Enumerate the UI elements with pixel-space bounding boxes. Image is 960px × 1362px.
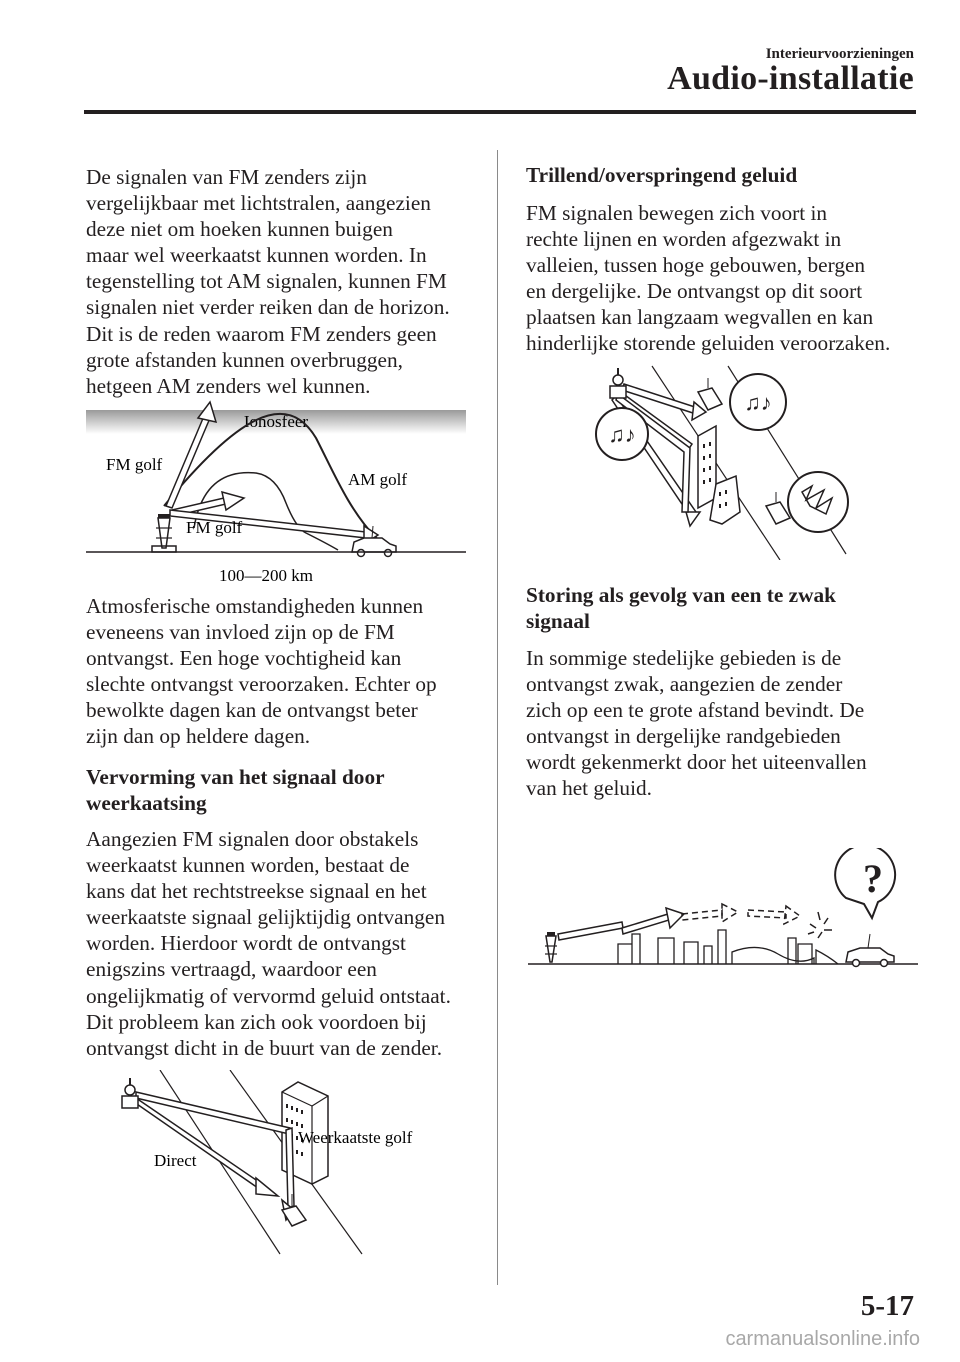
reflection-paragraph bbox=[86, 826, 451, 1061]
reflected-wave-label: Weerkaatste golf bbox=[298, 1128, 413, 1147]
text-line: eveneens van invloed zijn op de FM bbox=[86, 620, 395, 645]
text-line: De signalen van FM zenders zijn bbox=[86, 165, 367, 189]
text-line: FM signalen bewegen zich voort in bbox=[526, 201, 828, 225]
section-header: Interieurvoorzieningen bbox=[765, 46, 914, 62]
text-line: weerkaatst kunnen worden, bestaat de bbox=[86, 853, 410, 878]
signal-wave-3-head bbox=[686, 512, 700, 526]
column-divider bbox=[497, 150, 498, 1285]
text-line: tegenstelling tot AM signalen, kunnen FM bbox=[86, 269, 447, 294]
text-line: Dit is de reden waarom FM zenders geen bbox=[86, 321, 437, 346]
reflection-figure bbox=[110, 1070, 450, 1260]
heading-line: Storing als gevolg van een te zwak bbox=[526, 583, 836, 607]
text-line: valleien, tussen hoge gebouwen, bergen bbox=[526, 253, 866, 278]
direct-wave-head bbox=[256, 1178, 278, 1196]
reflection-heading bbox=[86, 764, 385, 816]
car-icon bbox=[846, 934, 894, 967]
car-icon bbox=[766, 492, 790, 524]
signal-wave-2-head bbox=[692, 402, 706, 420]
text-line: ontvangst in dergelijke randgebieden bbox=[526, 724, 841, 749]
atmos-paragraph bbox=[86, 593, 437, 750]
text-line: bewolkte dagen kan de ontvangst beter bbox=[86, 698, 418, 723]
intro-paragraph bbox=[86, 164, 450, 399]
heading-line: Vervorming van het signaal door bbox=[86, 765, 385, 789]
radio-tower-icon bbox=[610, 368, 626, 398]
text-line: Aangezien FM signalen door obstakels bbox=[86, 827, 419, 851]
flutter-paragraph bbox=[526, 200, 890, 357]
building-icon bbox=[698, 426, 740, 524]
text-line: ontvangst. Een hoge vochtigheid kan bbox=[86, 646, 402, 671]
flutter-heading: Trillend/overspringend geluid bbox=[526, 163, 798, 187]
car-icon bbox=[698, 378, 722, 410]
text-line: vergelijkbaar met lichtstralen, aangezien bbox=[86, 191, 431, 216]
question-bubble-icon bbox=[835, 848, 895, 918]
radio-tower-icon bbox=[152, 514, 176, 552]
text-line: ongelijkmatig of vervormd geluid ontstaat. bbox=[86, 983, 451, 1008]
text-line: slechte ontvangst veroorzaken. Echter op bbox=[86, 672, 437, 697]
text-line: ontvangst dicht in de buurt van de zender. bbox=[86, 1035, 443, 1060]
header-rule bbox=[84, 110, 916, 114]
signal-arrow-1 bbox=[558, 922, 623, 940]
text-line: grote afstanden kunnen overbruggen, bbox=[86, 347, 403, 372]
weak-signal-figure bbox=[528, 848, 920, 970]
text-line: wordt gekenmerkt door het uiteenvallen bbox=[526, 750, 867, 775]
am-golf-label: AM golf bbox=[348, 470, 408, 489]
signal-arrow-2 bbox=[622, 914, 669, 934]
text-line: weerkaatste signaal gelijktijdig ontvangen bbox=[86, 905, 445, 930]
svg-text:♫♪: ♫♪ bbox=[608, 422, 636, 447]
text-line: maar wel weerkaatst kunnen worden. In bbox=[86, 243, 427, 268]
weak-signal-heading bbox=[526, 582, 836, 634]
text-line: zich op een te grote afstand bevindt. De bbox=[526, 698, 865, 723]
page-number: 5-17 bbox=[860, 1290, 914, 1322]
text-line: hinderlijke storende geluiden veroorzaken. bbox=[526, 331, 891, 356]
svg-text:♫♪: ♫♪ bbox=[744, 390, 772, 415]
fm-wave-short-head bbox=[222, 492, 244, 510]
fading-arrow-1-head bbox=[722, 904, 738, 922]
fading-arrow-2 bbox=[748, 910, 786, 918]
weak-signal-paragraph bbox=[526, 645, 867, 802]
text-line: worden. Hierdoor wordt de ontvangst bbox=[86, 931, 406, 956]
text-line: In sommige stedelijke gebieden is de bbox=[526, 646, 842, 670]
text-line: en dergelijke. De ontvangst op dit soort bbox=[526, 279, 863, 304]
text-line: kans dat het rechtstreekse signaal en het bbox=[86, 879, 427, 904]
ionosphere-figure bbox=[86, 398, 468, 588]
mountain bbox=[194, 473, 338, 550]
signal-arrow-2-head bbox=[666, 908, 684, 928]
static-noise-bubble-icon bbox=[788, 472, 848, 532]
text-line: rechte lijnen en worden afgezwakt in bbox=[526, 227, 842, 252]
question-mark: ? bbox=[863, 856, 883, 901]
page-title: Audio-installatie bbox=[667, 60, 914, 97]
text-line: Dit probleem kan zich ook voordoen bij bbox=[86, 1009, 427, 1034]
text-line: deze niet om hoeken kunnen buigen bbox=[86, 217, 393, 242]
signal-break-burst bbox=[808, 912, 832, 938]
text-line: signalen niet verder reiken dan de horizon. bbox=[86, 295, 450, 320]
reflected-wave-out bbox=[286, 1128, 294, 1208]
fm-golf-label-low: FM golf bbox=[186, 518, 243, 537]
city-skyline bbox=[618, 930, 838, 964]
watermark: carmanualsonline.info bbox=[725, 1328, 920, 1350]
music-note-bubble-icon bbox=[730, 374, 786, 430]
music-note-bubble-icon bbox=[596, 408, 648, 460]
flutter-figure bbox=[580, 364, 860, 560]
fading-arrow-1 bbox=[682, 910, 722, 920]
heading-line: weerkaatsing bbox=[86, 791, 207, 816]
text-line: van het geluid. bbox=[526, 776, 652, 801]
text-line: Atmosferische omstandigheden kunnen bbox=[86, 594, 424, 618]
text-line: hetgeen AM zenders wel kunnen. bbox=[86, 373, 371, 398]
text-line: enigszins vertraagd, waardoor een bbox=[86, 957, 377, 982]
text-line: plaatsen kan langzaam wegvallen en kan bbox=[526, 305, 874, 330]
radio-tower-icon bbox=[545, 932, 557, 962]
ionosfeer-label: Ionosfeer bbox=[243, 412, 309, 431]
text-line: zijn dan op heldere dagen. bbox=[86, 724, 311, 749]
direct-label: Direct bbox=[154, 1151, 197, 1170]
text-line: ontvangst zwak, aangezien de zender bbox=[526, 672, 843, 697]
fm-golf-label-top: FM golf bbox=[106, 455, 163, 474]
heading-line: signaal bbox=[526, 609, 590, 634]
distance-label: 100—200 km bbox=[219, 566, 313, 585]
